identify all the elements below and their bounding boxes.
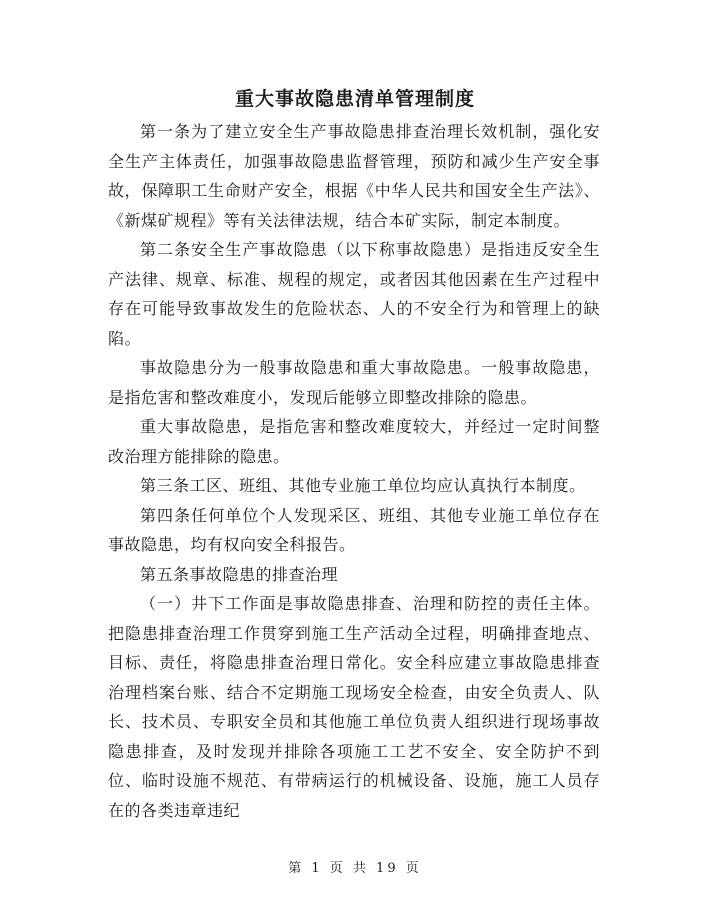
paragraph-article-4: 第四条任何单位个人发现采区、班组、其他专业施工单位存在事故隐患，均有权向安全科报告。 (108, 505, 600, 554)
paragraph-major-hazard: 重大事故隐患，是指危害和整改难度较大，并经过一定时间整改治理方能排除的隐患。 (108, 417, 600, 466)
document-title: 重大事故隐患清单管理制度 (234, 88, 475, 110)
paragraph-article-3: 第三条工区、班组、其他专业施工单位均应认真执行本制度。 (140, 476, 586, 495)
paragraph-article-1: 第一条为了建立安全生产事故隐患排查治理长效机制，强化安全生产主体责任，加强事故隐患监督管理，预防和减少生产安全事故，保障职工生命财产安全，根据《中华人民共和国安全生产法》、《新煤矿规程》等有关法律法规，结合本矿实际，制定本制度。 (108, 122, 600, 230)
paragraph-article-5-heading: 第五条事故隐患的排查治理 (140, 564, 339, 584)
paragraph-article-5-item-1: （一）井下工作面是事故隐患排查、治理和防控的责任主体。把隐患排查治理工作贯穿到施工生产活动全过程，明确排查地点、目标、责任，将隐患排查治理日常化。安全科应建立事故隐患排查治理档案台账、结合不定期施工现场安全检查，由安全负责人、队长、技术员、专职安全员和其他施工单位负责人组织进行现场事故隐患排查，及时发现并排除各项施工工艺不安全、安全防护不到位、临时设施不规范、有带病运行的机械设备、设施，施工人员存在的各类违章违纪 (108, 594, 600, 820)
document-body (108, 117, 600, 825)
paragraph-hazard-classes: 事故隐患分为一般事故隐患和重大事故隐患。一般事故隐患，是指危害和整改难度小，发现后能够立即整改排除的隐患。 (108, 358, 600, 407)
paragraph-article-2: 第二条安全生产事故隐患（以下称事故隐患）是指违反安全生产法律、规章、标准、规程的规定，或者因其他因素在生产过程中存在可能导致事故发生的危险状态、人的不安全行为和管理上的缺陷。 (108, 240, 600, 348)
page-number: 第 1 页 共 19 页 (288, 861, 422, 876)
